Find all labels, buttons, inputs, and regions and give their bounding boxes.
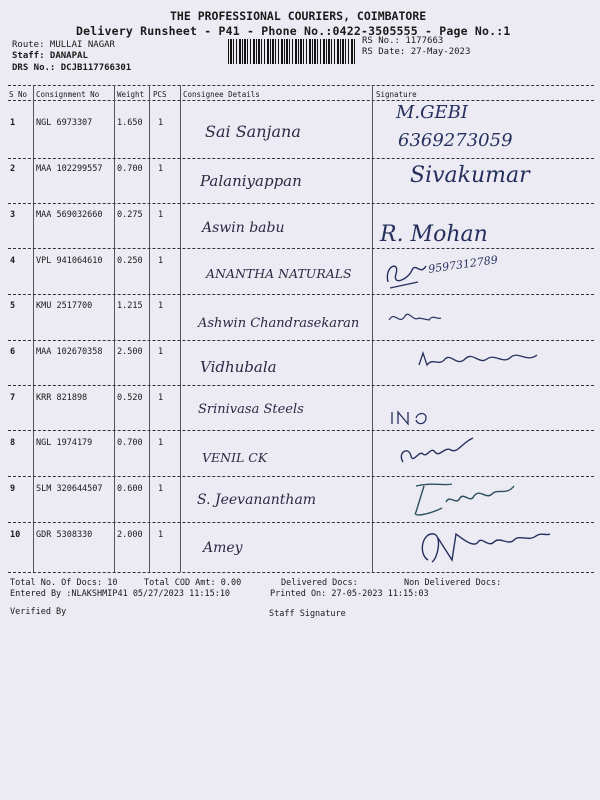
row-divider (8, 476, 594, 477)
row-divider (8, 158, 594, 159)
row-divider (8, 203, 594, 204)
row-pcs: 1 (158, 347, 164, 357)
row-sno: 8 (10, 438, 16, 448)
row-pcs: 1 (158, 438, 164, 448)
row-sno: 5 (10, 301, 16, 311)
row-consignment-no: GDR 5308330 (36, 530, 93, 540)
row-consignee: Ashwin Chandrasekaran (198, 316, 360, 331)
staff-label: Staff: DANAPAL (12, 51, 88, 61)
row-consignment-no: MAA 102670358 (36, 347, 103, 357)
drs-number: DRS No.: DCJB117766301 (12, 63, 132, 73)
row-weight: 0.250 (117, 256, 143, 266)
row-weight: 2.500 (117, 347, 143, 357)
total-docs: Total No. Of Docs: 10 (10, 578, 118, 588)
delivered-docs: Delivered Docs: (281, 578, 358, 588)
row-signature: M.GEBI (396, 102, 469, 123)
row-pcs: 1 (158, 210, 164, 220)
row-pcs: 1 (158, 301, 164, 311)
row-weight: 2.000 (117, 530, 143, 540)
row-consignment-no: VPL 941064610 (36, 256, 103, 266)
company-title: THE PROFESSIONAL COURIERS, COIMBATORE (170, 9, 427, 23)
row-signature-scribble (418, 524, 558, 568)
staff-signature-label: Staff Signature (269, 609, 346, 619)
header-weight: Weight (117, 90, 145, 99)
row-signature-scribble (415, 345, 555, 375)
table-top-rule (8, 85, 594, 86)
row-pcs: 1 (158, 164, 164, 174)
row-sno: 1 (10, 118, 16, 128)
row-consignment-no: KRR 821898 (36, 393, 88, 403)
row-sno: 3 (10, 210, 16, 220)
row-consignee: VENIL CK (202, 450, 268, 465)
row-weight: 0.700 (117, 438, 143, 448)
row-sno: 6 (10, 347, 16, 357)
row-pcs: 1 (158, 393, 164, 403)
row-sno: 7 (10, 393, 16, 403)
row-signature-scribble (395, 432, 485, 472)
non-delivered-docs: Non Delivered Docs: (404, 578, 502, 588)
row-sno: 10 (10, 530, 21, 540)
row-divider (8, 294, 594, 295)
row-pcs: 1 (158, 530, 164, 540)
row-pcs: 1 (158, 118, 164, 128)
header-consignee: Consignee Details (183, 90, 260, 99)
header-pcs: PCS (153, 90, 167, 99)
row-signature-scribble (388, 404, 448, 430)
row-consignment-no: SLM 320644507 (36, 484, 103, 494)
row-consignee: ANANTHA NATURALS (206, 266, 352, 281)
rs-date: RS Date: 27-May-2023 (362, 47, 471, 57)
row-consignment-no: MAA 569032660 (36, 210, 103, 220)
row-consignment-no: KMU 2517700 (36, 301, 93, 311)
runsheet-subtitle: Delivery Runsheet - P41 - Phone No.:0422-3505555 - Page No.:1 (76, 24, 511, 38)
row-consignee: Aswin babu (202, 220, 285, 236)
row-divider (8, 522, 594, 523)
row-weight: 1.215 (117, 301, 143, 311)
row-divider (8, 430, 594, 431)
row-consignee: Srinivasa Steels (198, 402, 304, 417)
row-consignee: Palaniyappan (200, 172, 302, 190)
row-consignment-no: NGL 6973307 (36, 118, 93, 128)
row-sno: 2 (10, 164, 16, 174)
row-weight: 0.600 (117, 484, 143, 494)
row-signature: 9597312789 (427, 253, 499, 276)
row-consignment-no: NGL 1974179 (36, 438, 93, 448)
verified-by: Verified By (10, 607, 67, 617)
table-bottom-rule (8, 572, 594, 573)
total-cod: Total COD Amt: 0.00 (144, 578, 242, 588)
row-weight: 1.650 (117, 118, 143, 128)
row-divider (8, 385, 594, 386)
row-divider (8, 340, 594, 341)
row-sno: 4 (10, 256, 16, 266)
barcode-image (228, 39, 356, 64)
header-bottom-rule (8, 100, 594, 101)
entered-by: Entered By :NLAKSHMIP41 05/27/2023 11:15:10 (10, 589, 231, 599)
row-consignee: Vidhubala (200, 358, 277, 376)
route-label: Route: MULLAI NAGAR (12, 40, 115, 50)
row-signature-scribble (385, 306, 445, 330)
header-consignment: Consignment No (36, 90, 100, 99)
row-pcs: 1 (158, 484, 164, 494)
rs-number: RS No.: 1177663 (362, 36, 444, 46)
row-weight: 0.275 (117, 210, 143, 220)
header-signature: Signature (376, 90, 417, 99)
row-weight: 0.520 (117, 393, 143, 403)
row-consignee: Sai Sanjana (205, 122, 301, 141)
row-consignment-no: MAA 102299557 (36, 164, 103, 174)
row-consignee: S. Jeevanantham (197, 492, 317, 508)
row-sno: 9 (10, 484, 16, 494)
row-consignee: Amey (203, 540, 243, 556)
row-divider (8, 248, 594, 249)
printed-on: Printed On: 27-05-2023 11:15:03 (270, 589, 429, 599)
row-pcs: 1 (158, 256, 164, 266)
row-signature: R. Mohan (380, 222, 488, 247)
row-signature-scribble (402, 478, 522, 520)
row-signature: Sivakumar (410, 163, 530, 188)
header-sno: S No (9, 90, 28, 99)
row-signature-phone: 6369273059 (398, 130, 513, 151)
row-weight: 0.700 (117, 164, 143, 174)
